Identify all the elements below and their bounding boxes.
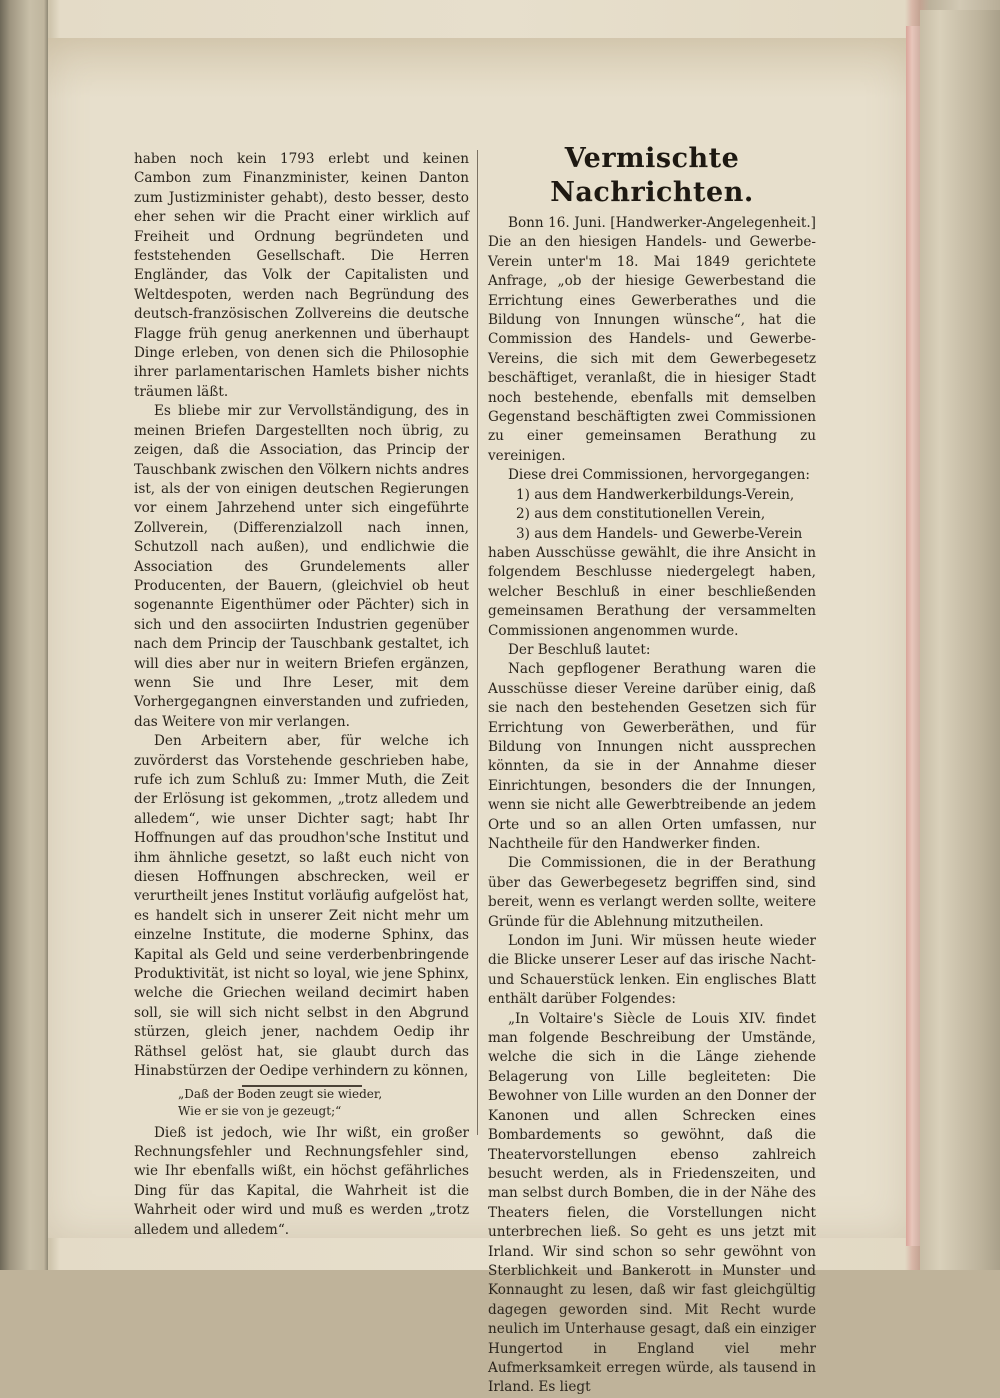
column-divider xyxy=(477,150,478,1135)
commission-item-3: 3) aus dem Handels- und Gewerbe-Verein xyxy=(516,525,803,542)
poem-line-2: Wie er sie von je gezeugt;“ xyxy=(178,1103,342,1118)
book-gutter xyxy=(0,0,48,1270)
resolution-text: Nach gepflogener Berathung waren die Ausschüsse dieser Vereine darüber einig, daß sie nach den bestehenden Gesetzen sich für Errichtung von Gewerberäthen, und für Bildung von Innungen nicht aussprechen könnten, da sie in der Annahme dieser Einrichtungen, besonders die der Innungen, wenn sie nicht alle Gewerbtreibende an jedem Orte und so an allen Orten umfassen, nur Nachtheile für den Handwerker finden. xyxy=(488,661,816,852)
left-paragraph-3: Den Arbeitern aber, für welche ich zuvörderst das Vorstehende geschrieben habe, rufe ich zum Schluß zu: Immer Muth, die Zeit der Erlösung ist gekommen, „trotz alledem und alledem“, wie unser Dichter sagt; habt Ihr Hoffnungen auf das proudhon'sche Institut und ihm ähnliche gesetzt, so laßt euch nicht von diesen Hoffnungen abschrecken, weil er verurtheilt jenes Institut vorläufig aufgelöst hat, es handelt sich in unserer Zeit nicht mehr um einzelne Institute, die moderne Sphinx, das Kapital als Geld und seine verderbenbringende Produktivität, ist nicht so loyal, wie jene Sphinx, welche die Griechen weiland decimirt haben soll, sie will sich nicht selbst in den Abgrund stürzen, gleich jener, nachdem Oedip ihr Räthsel gelöst hat, sie glaubt durch das Hinabstürzen der Oedipe verhindern zu können, xyxy=(134,733,469,1080)
left-closing-paragraph: Dieß ist jedoch, wie Ihr wißt, ein großer Rechnungsfehler und Rechnungsfehler sind, wie Ihr ebenfalls wißt, ein höchst gefährliches Ding für das Kapital, die Wahrheit ist die Wahrheit oder wird und muß es werden „trotz alledem und alledem“. xyxy=(134,1124,469,1238)
london-report: London im Juni. Wir müssen heute wieder die Blicke unserer Leser auf das irische Nacht- und Schauerstück lenken. Ein englisches Blatt enthält darüber Folgendes: xyxy=(488,933,816,1008)
poem-quote xyxy=(178,1086,469,1120)
committees-paragraph: haben Ausschüsse gewählt, die ihre Ansicht in folgendem Beschlusse niedergelegt haben, welcher Beschluß in einer beschließenden gemeinsamen Berathung der versammelten Commissionen angenommen wurde. xyxy=(488,544,816,639)
commissions-intro: Diese drei Commissionen, hervorgegangen: xyxy=(508,467,810,484)
commissions-ready: Die Commissionen, die in der Berathung über das Gewerbegesetz begriffen sind, sind bereit, wenn es verlangt werden sollte, weitere Gründe für die Ablehnung mitzutheilen. xyxy=(488,855,816,930)
bonn-report: Bonn 16. Juni. [Handwerker-Angelegenheit.] Die an den hiesigen Handels- und Gewerbe-Verein unter'm 18. Mai 1849 gerichtete Anfrage, „ob der hiesige Gewerbestand die Errichtung eines Gewerberathes und die Bildung von Innungen wünsche“, hat die Commission des Handels- und Gewerbe-Vereins, die sich mit dem Gewerbegesetz beschäftiget, veranlaßt, die in hiesiger Stadt noch bestehende, ebenfalls mit demselben Gegenstand beschäftigten zwei Commissionen zu einer gemeinsamen Berathung zu vereinigen. xyxy=(488,215,816,464)
article-end-rule xyxy=(242,1085,362,1087)
voltaire-quote: „In Voltaire's Siècle de Louis XIV. findet man folgende Beschreibung der Umstände, welche die sich in die Länge ziehende Belagerung von Lille begleiteten: Die Bewohner von Lille wurden an den Donner der Kanonen und allen Schrecken eines Bombardements so gewöhnt, daß die Theatervorstellungen ebenso zahlreich besucht werden, als in Friedenszeiten, und man selbst durch Bomben, die in der Nähe des Theaters fielen, die Vorstellungen nicht unterbrechen ließ. So geht es uns jetzt mit Irland. Wir sind schon so sehr gewöhnt von Sterblichkeit und Bankerott in Munster und Konnaught zu lesen, daß wir fast gleichgültig dagegen geworden sind. Mit Recht wurde neulich im Unterhause gesagt, daß ein einziger Hungertod in England viel mehr Aufmerksamkeit erregen würde, als tausend in Irland. Es liegt xyxy=(488,1010,816,1396)
left-paragraph-1: haben noch kein 1793 erlebt und keinen Cambon zum Finanzminister, keinen Danton zum Justizminister gehabt), desto besser, desto eher sehen wir die Pracht einer wirklich auf Freiheit und Ordnung begründeten und feststehenden Gesellschaft. Die Herren Engländer, das Volk der Capitalisten und Weltdespoten, werden nach Begründung des deutsch-französischen Zollvereins die deutsche Flagge früh genug anerkennen und überhaupt Dinge erleben, von denen sich die Philosophie ihrer parlamentarischen Hamlets bisher nichts träumen läßt. xyxy=(134,151,469,400)
binding-board xyxy=(920,10,1000,1270)
commission-item-1: 1) aus dem Handwerkerbildungs-Verein, xyxy=(516,486,795,503)
commission-item-2: 2) aus dem constitutionellen Verein, xyxy=(516,506,766,523)
right-column xyxy=(488,142,816,1398)
resolution-label: Der Beschluß lautet: xyxy=(508,641,651,658)
poem-line-1: „Daß der Boden zeugt sie wieder, xyxy=(178,1086,383,1101)
left-paragraph-2: Es bliebe mir zur Vervollständigung, des in meinen Briefen Dargestellten noch übrig, zu zeigen, daß die Association, das Princip der Tauschbank zwischen den Völkern nichts andres ist, als der von einigen deutschen Regierungen vor einem Jahrzehend unter sich eingeführte Zollverein, (Differenzialzoll nach innen, Schutzoll nach außen), und endlichwie die Association des Grundelements aller Producenten, der Bauern, (gleichviel ob heut sogenannte Eigenthümer oder Pächter) sich in sich und den associirten Industrien gegenüber nach dem Princip der Tauschbank gestaltet, ich will dies aber nur in weitern Briefen ergänzen, wenn Sie und Ihre Leser, mit dem Vorhergegangnen einverstanden und zufrieden, das Weitere von mir verlangen. xyxy=(134,403,469,730)
left-column xyxy=(134,150,469,1240)
page-edge xyxy=(906,26,920,1246)
section-heading: Vermischte Nachrichten. xyxy=(550,143,754,208)
page-stain xyxy=(48,38,908,98)
